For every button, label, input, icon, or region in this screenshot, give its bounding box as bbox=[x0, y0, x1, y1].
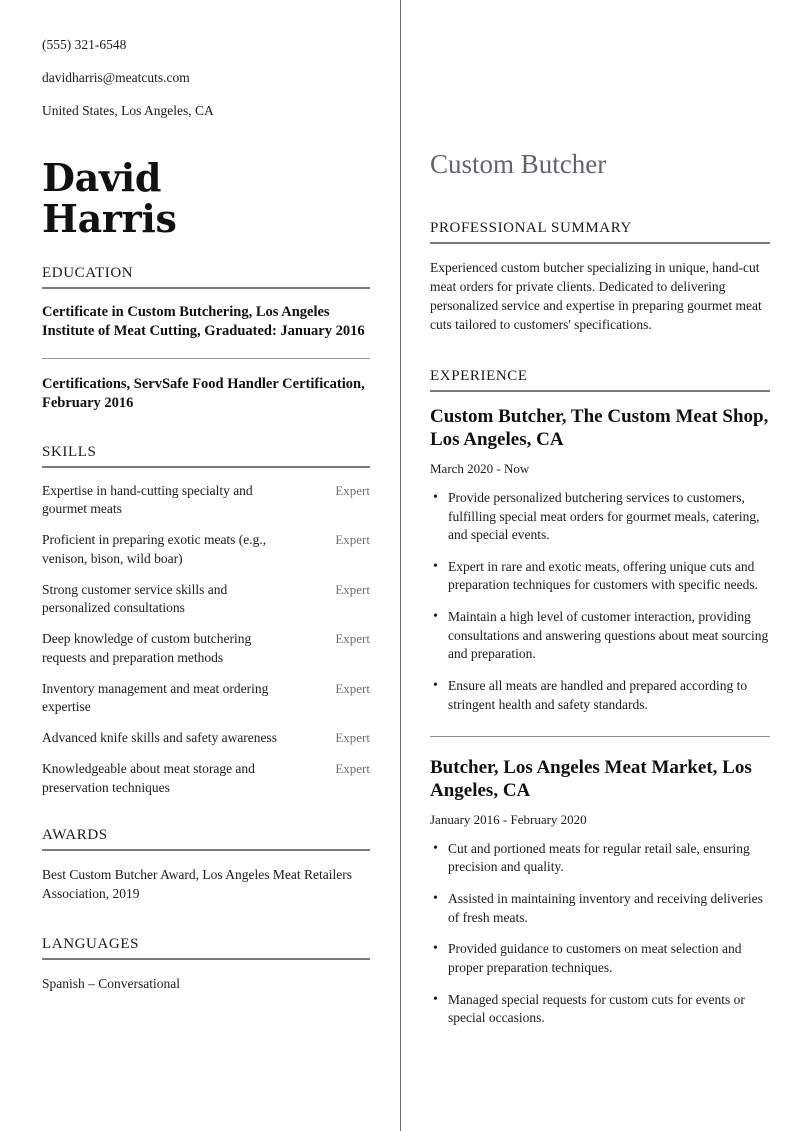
section-experience bbox=[430, 368, 770, 1027]
section-skills bbox=[42, 444, 370, 797]
last-name: Harris bbox=[42, 195, 177, 241]
skill-level: Expert bbox=[335, 482, 370, 498]
contact-email: davidharris@meatcuts.com bbox=[42, 70, 190, 86]
section-heading-awards: AWARDS bbox=[42, 826, 108, 843]
skill-name: Inventory management and meat ordering expertise bbox=[42, 680, 269, 714]
education-entry-text: Certifications, ServSafe Food Handler Certification, February 2016 bbox=[42, 375, 365, 412]
experience-entry bbox=[430, 406, 770, 714]
job-bullet: • Expert in rare and exotic meats, offering unique cuts and preparation techniques for customers with specific needs. bbox=[430, 558, 770, 595]
skill-name: Deep knowledge of custom butchering requests and preparation methods bbox=[42, 631, 252, 665]
job-title: Custom Butcher, The Custom Meat Shop, Los Angeles, CA bbox=[430, 406, 769, 451]
summary-text: Experienced custom butcher specializing in unique, hand-cut meat orders for private clients. Dedicated to delivering personalized service and expertise in preparing gourmet meat cuts tailored to customers' specifications. bbox=[430, 259, 762, 333]
skill-level: Expert bbox=[335, 761, 370, 777]
first-name: David bbox=[42, 154, 162, 200]
skill-level: Expert bbox=[335, 631, 370, 647]
skill-level: Expert bbox=[335, 680, 370, 696]
section-rule bbox=[430, 242, 770, 244]
skill-name: Proficient in preparing exotic meats (e.g., venison, bison, wild boar) bbox=[42, 532, 267, 566]
job-title: Butcher, Los Angeles Meat Market, Los Angeles, CA bbox=[430, 757, 752, 801]
page-title bbox=[42, 154, 370, 241]
skill-name: Knowledgeable about meat storage and preservation techniques bbox=[42, 761, 255, 795]
language-entry: Spanish – Conversational bbox=[42, 976, 180, 992]
contact-location: United States, Los Angeles, CA bbox=[42, 103, 214, 119]
skill-level: Expert bbox=[335, 532, 370, 548]
section-rule bbox=[42, 287, 370, 289]
contact-block bbox=[42, 36, 370, 121]
experience-separator bbox=[430, 736, 770, 737]
section-rule bbox=[42, 849, 370, 851]
job-dates: January 2016 - February 2020 bbox=[430, 811, 587, 827]
skill-row bbox=[42, 680, 370, 716]
entry-separator bbox=[42, 358, 370, 359]
job-bullet: • Ensure all meats are handled and prepared according to stringent health and safety standards. bbox=[430, 677, 770, 714]
education-entry bbox=[42, 375, 370, 414]
skill-level: Expert bbox=[335, 730, 370, 746]
skill-row bbox=[42, 630, 370, 666]
experience-entry bbox=[430, 757, 770, 1028]
contact-phone: (555) 321-6548 bbox=[42, 37, 127, 52]
section-awards bbox=[42, 827, 370, 903]
skill-row bbox=[42, 531, 370, 567]
education-entry-text: Certificate in Custom Butchering, Los Angeles Institute of Meat Cutting, Graduated: January 2016 bbox=[42, 303, 365, 340]
section-rule bbox=[42, 466, 370, 468]
job-bullet: • Assisted in maintaining inventory and receiving deliveries of fresh meats. bbox=[430, 890, 770, 927]
skill-row bbox=[42, 581, 370, 617]
section-rule bbox=[42, 958, 370, 960]
section-summary bbox=[430, 220, 770, 335]
job-bullet: • Provide personalized butchering services to customers, fulfilling special meat orders for gourmet meals, catering, and special events. bbox=[430, 489, 770, 545]
section-languages bbox=[42, 936, 370, 993]
job-bullet: • Maintain a high level of customer interaction, providing consultations and answering questions about meat sourcing and preparation. bbox=[430, 608, 770, 664]
skill-name: Advanced knife skills and safety awareness bbox=[42, 730, 278, 746]
job-bullet: • Provided guidance to customers on meat selection and proper preparation techniques. bbox=[430, 940, 770, 977]
section-heading-education: EDUCATION bbox=[42, 264, 134, 281]
headline-job-title: Custom Butcher bbox=[430, 149, 607, 179]
section-heading-languages: LANGUAGES bbox=[42, 936, 140, 953]
job-bullet: • Managed special requests for custom cuts for events or special occasions. bbox=[430, 991, 770, 1028]
education-entry bbox=[42, 303, 370, 342]
job-bullet: • Cut and portioned meats for regular retail sale, ensuring precision and quality. bbox=[430, 840, 770, 877]
skill-name: Strong customer service skills and personalized consultations bbox=[42, 581, 228, 616]
section-heading-experience: EXPERIENCE bbox=[430, 368, 528, 385]
section-heading-skills: SKILLS bbox=[42, 443, 97, 460]
job-dates: March 2020 - Now bbox=[430, 460, 530, 476]
section-rule bbox=[430, 390, 770, 392]
column-divider bbox=[400, 0, 401, 1131]
award-entry: Best Custom Butcher Award, Los Angeles Meat Retailers Association, 2019 bbox=[42, 866, 352, 901]
skill-row bbox=[42, 482, 370, 518]
skill-row bbox=[42, 760, 370, 796]
skill-level: Expert bbox=[335, 581, 370, 597]
right-column bbox=[400, 0, 800, 1131]
job-bullets bbox=[430, 489, 770, 714]
skill-row bbox=[42, 729, 370, 747]
job-bullets bbox=[430, 840, 770, 1028]
skill-name: Expertise in hand-cutting specialty and gourmet meats bbox=[42, 482, 253, 517]
section-heading-summary: PROFESSIONAL SUMMARY bbox=[430, 219, 632, 236]
section-education bbox=[42, 265, 370, 414]
